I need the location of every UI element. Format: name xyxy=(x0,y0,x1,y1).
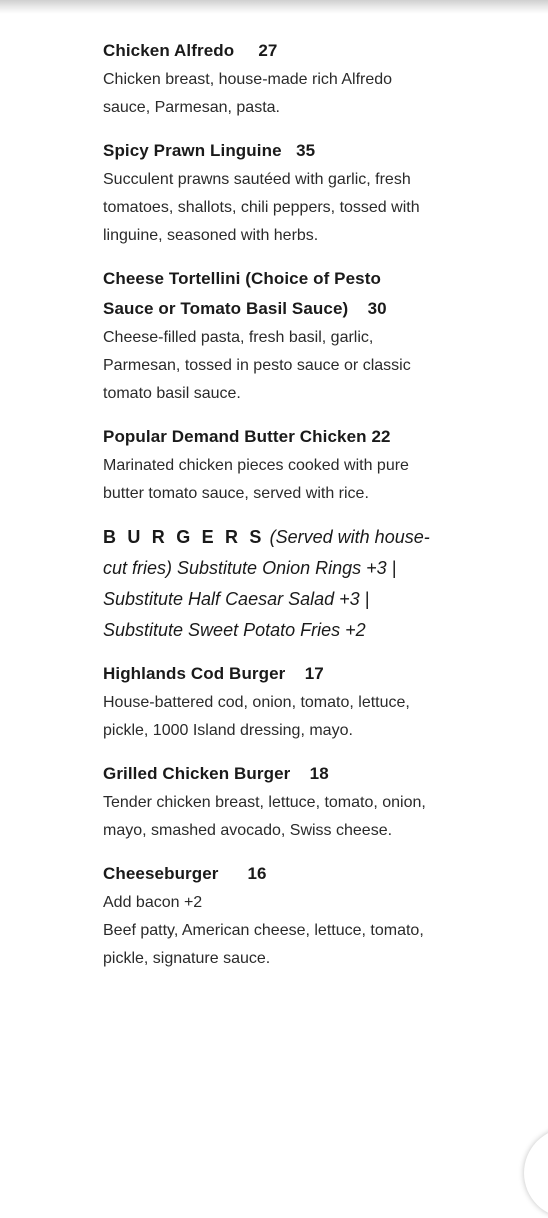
dish-title xyxy=(103,36,433,66)
dish-price: 30 xyxy=(367,299,387,318)
dish-name: Highlands Cod Burger xyxy=(103,664,286,683)
menu-item-butter-chicken xyxy=(103,422,433,508)
dish-description: Chicken breast, house-made rich Alfredo sauce, Parmesan, pasta. xyxy=(103,71,393,116)
menu-item-cheeseburger xyxy=(103,859,433,973)
dish-price: 22 xyxy=(371,427,391,446)
menu-item-grilled-chicken-burger xyxy=(103,759,433,845)
dish-description: Succulent prawns sautéed with garlic, fresh tomatoes, shallots, chili peppers, tossed with linguine, seasoned with herbs. xyxy=(103,171,420,244)
menu-item-cheese-tortellini xyxy=(103,264,433,408)
menu-content xyxy=(103,36,433,987)
dish-name: Cheeseburger xyxy=(103,864,219,883)
dish-description: Beef patty, American cheese, lettuce, tomato, pickle, signature sauce. xyxy=(103,922,424,967)
dish-description: House-battered cod, onion, tomato, lettuce, pickle, 1000 Island dressing, mayo. xyxy=(103,694,410,739)
dish-name: Popular Demand Butter Chicken xyxy=(103,427,367,446)
dish-title xyxy=(103,759,433,789)
dish-title xyxy=(103,136,433,166)
dish-price: 16 xyxy=(247,864,267,883)
dish-name: Chicken Alfredo xyxy=(103,41,235,60)
top-edge-shadow xyxy=(0,0,548,14)
dish-title xyxy=(103,422,433,452)
burgers-section-header xyxy=(103,522,433,646)
dish-name: Cheese Tortellini (Choice of Pesto Sauce or Tomato Basil Sauce) xyxy=(103,269,381,318)
dish-title xyxy=(103,859,433,889)
dish-description: Marinated chicken pieces cooked with pure butter tomato sauce, served with rice. xyxy=(103,457,409,502)
menu-item-chicken-alfredo xyxy=(103,36,433,122)
dish-title xyxy=(103,264,433,324)
dish-name: Grilled Chicken Burger xyxy=(103,764,291,783)
dish-price: 18 xyxy=(309,764,329,783)
dish-description: Cheese-filled pasta, fresh basil, garlic, Parmesan, tossed in pesto sauce or classic tomato basil sauce. xyxy=(103,329,411,402)
menu-item-highlands-cod-burger xyxy=(103,659,433,745)
section-note: (Served with house-cut fries) Substitute Onion Rings +3 | Substitute Half Caesar Salad +3 | Substitute Sweet Potato Fries +2 xyxy=(103,527,430,640)
dish-price: 35 xyxy=(296,141,316,160)
dish-name: Spicy Prawn Linguine xyxy=(103,141,282,160)
dish-description: Tender chicken breast, lettuce, tomato, onion, mayo, smashed avocado, Swiss cheese. xyxy=(103,794,426,839)
section-title: B U R G E R S xyxy=(103,527,265,547)
dish-title xyxy=(103,659,433,689)
dish-addon: Add bacon +2 xyxy=(103,894,203,911)
dish-price: 27 xyxy=(258,41,278,60)
menu-item-spicy-prawn-linguine xyxy=(103,136,433,250)
dish-price: 17 xyxy=(304,664,324,683)
floating-action-circle[interactable] xyxy=(524,1128,548,1218)
